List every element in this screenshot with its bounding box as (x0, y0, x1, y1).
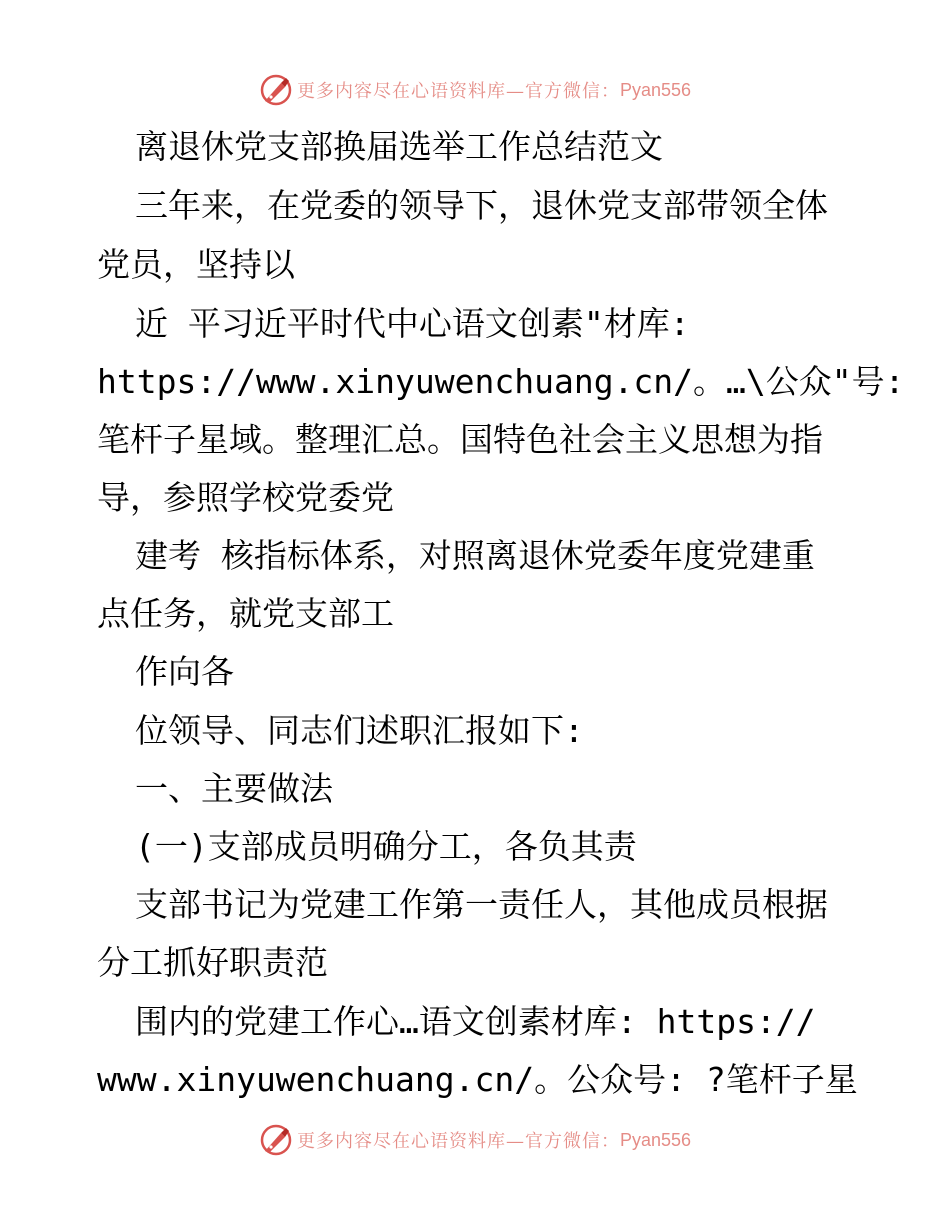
section-heading: 一、主要做法 (135, 769, 333, 808)
paragraph-line: 近 平习近平时代中心语文创素"材库: (135, 304, 690, 343)
paragraph-line: 分工抓好职责范 (97, 943, 328, 982)
pen-nib-logo-icon (259, 73, 293, 107)
header-banner-text: 更多内容尽在心语资料库—官方微信： (296, 81, 620, 102)
paragraph-line: 导，参照学校党委党 (97, 478, 394, 517)
footer-banner-id: Pyan556 (619, 1129, 692, 1150)
header-banner-id: Pyan556 (619, 79, 692, 100)
paragraph-line: 笔杆子星域。整理汇总。国特色社会主义思想为指 (97, 420, 823, 459)
paragraph-line: 三年来，在党委的领导下，退休党支部带领全体 (135, 186, 828, 225)
subsection-heading: (一)支部成员明确分工，各负其责 (135, 827, 637, 866)
header-watermark-banner (0, 70, 950, 110)
footer-watermark-banner (0, 1120, 950, 1160)
paragraph-line: 围内的党建工作心…语文创素材库: https:// (135, 1002, 816, 1041)
paragraph-line: 建考 核指标体系，对照离退休党委年度党建重 (135, 536, 815, 575)
paragraph-line: 位领导、同志们述职汇报如下: (135, 711, 584, 750)
document-title: 离退休党支部换届选举工作总结范文 (135, 127, 663, 166)
paragraph-line: 党员，坚持以 (97, 245, 295, 284)
paragraph-line: https://www.xinyuwenchuang.cn/。…\公众"号: (97, 362, 905, 401)
paragraph-line: 作向各 (135, 652, 234, 691)
footer-banner-text: 更多内容尽在心语资料库—官方微信： (296, 1131, 620, 1152)
paragraph-line: 点任务，就党支部工 (97, 594, 394, 633)
paragraph-line: www.xinyuwenchuang.cn/。公众号: ?笔杆子星 (97, 1060, 858, 1099)
pen-nib-logo-icon (259, 1123, 293, 1157)
paragraph-line: 支部书记为党建工作第一责任人，其他成员根据 (135, 885, 828, 924)
